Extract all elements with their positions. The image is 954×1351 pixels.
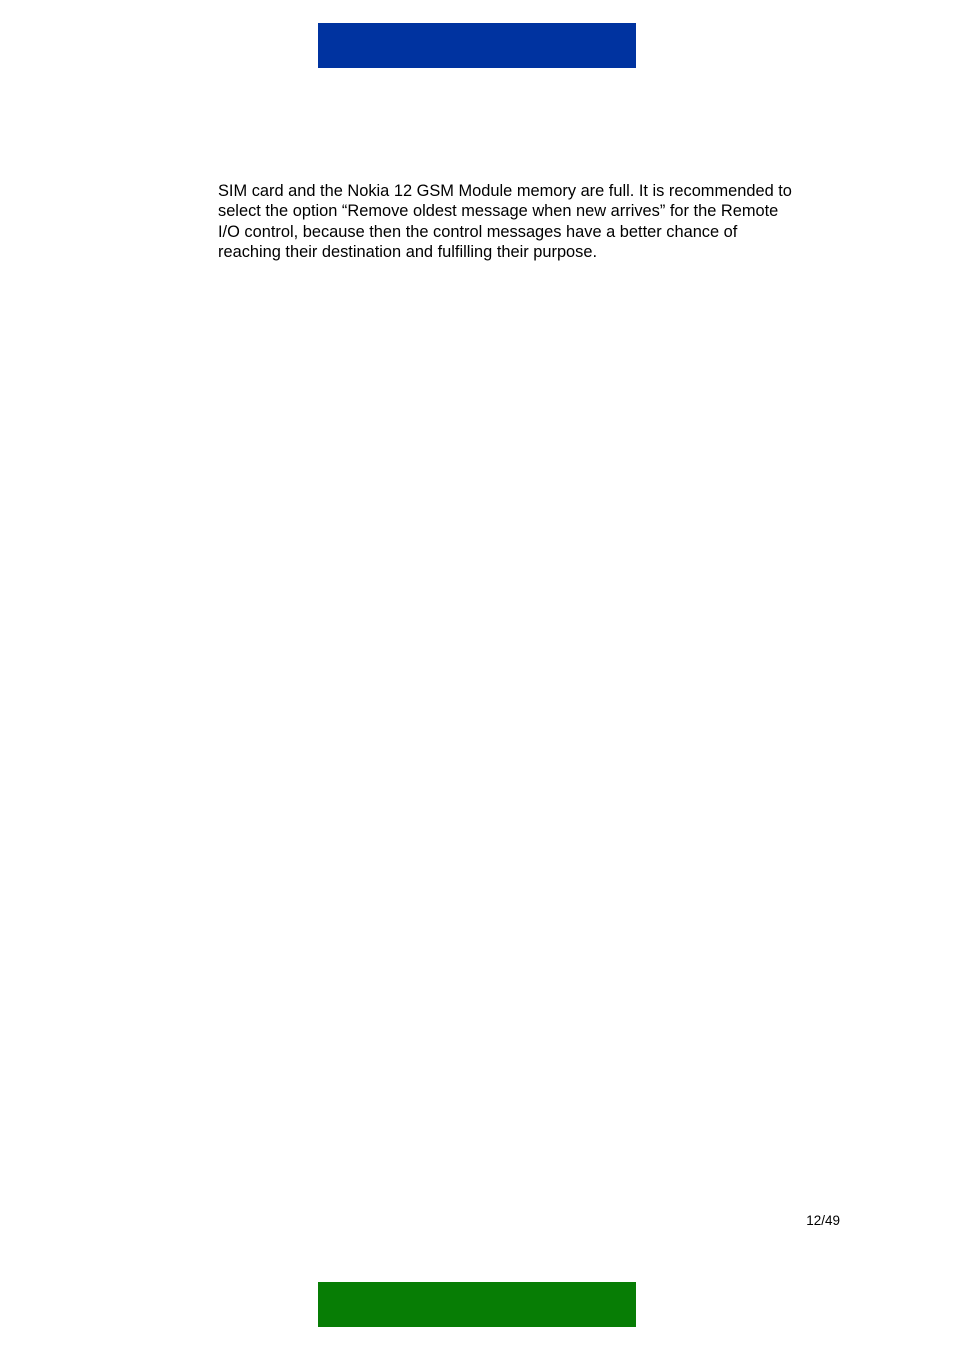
header-color-bar [318, 23, 636, 68]
footer-color-bar [318, 1282, 636, 1327]
body-paragraph: SIM card and the Nokia 12 GSM Module memory are full. It is recommended to select the option “Remove oldest message when new arrives” for the Remote I/O control, because then the control messages have a better chance of reaching their destination and fulfilling their purpose. [218, 182, 792, 261]
page-number: 12/49 [806, 1213, 840, 1228]
